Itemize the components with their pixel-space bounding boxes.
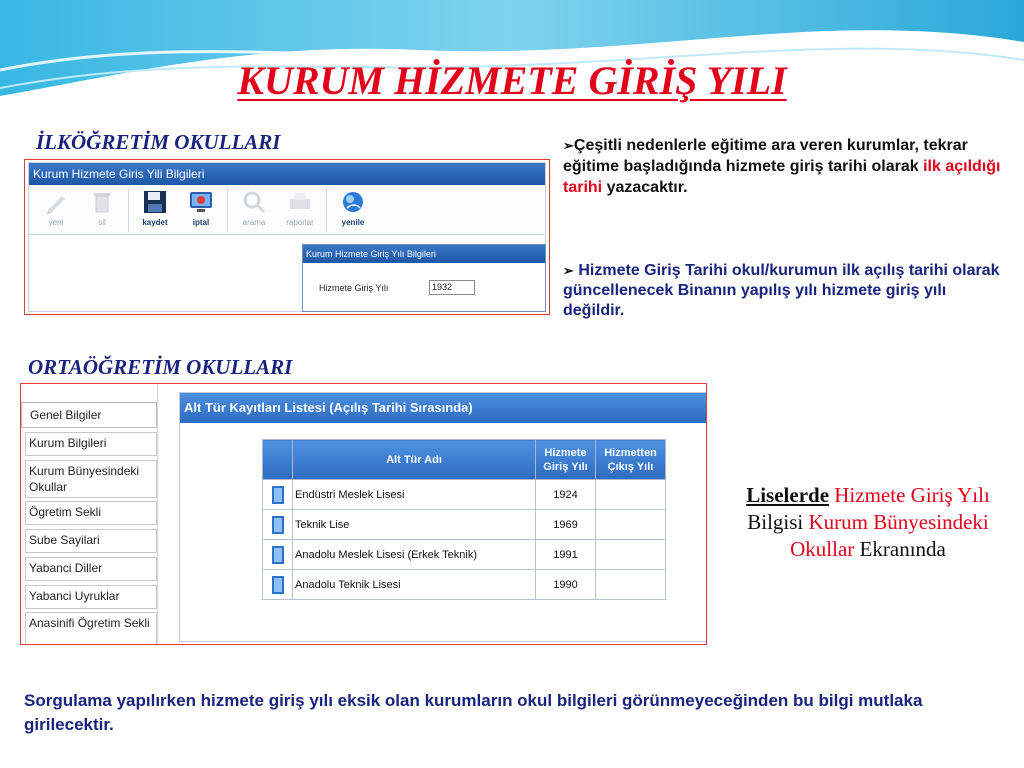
row-icon-cell xyxy=(263,570,293,600)
table-row[interactable] xyxy=(263,570,666,600)
sidebar xyxy=(21,384,159,645)
toolbar-separator xyxy=(128,188,129,232)
new-button-label: yeni xyxy=(48,218,64,227)
row-icon-cell xyxy=(263,480,293,510)
delete-button[interactable] xyxy=(79,188,125,227)
sidebar-item-kurum-bilgileri[interactable]: Kurum Bilgileri xyxy=(25,432,157,456)
cancel-button-label: iptal xyxy=(192,218,210,227)
refresh-button-label: yenile xyxy=(341,218,365,227)
sidebar-divider xyxy=(157,384,158,645)
document-icon xyxy=(271,515,285,535)
reports-button[interactable] xyxy=(277,188,323,227)
sidebar-item-sube-sayilari[interactable]: Sube Sayilari xyxy=(25,529,157,553)
cell-alt-tur-adi: Teknik Lise xyxy=(293,510,536,540)
cell-hizmetten-cikis-yili xyxy=(596,570,666,600)
sidebar-item-anasinifi-ogretim-sekli[interactable]: Anasinifi Ögretim Sekli xyxy=(25,612,157,645)
cell-hizmetten-cikis-yili xyxy=(596,510,666,540)
bullet1-highlight: ilk açıldığı tarihi xyxy=(563,158,1001,196)
hizmete-giris-yili-input[interactable]: 1932 xyxy=(429,280,475,295)
cell-alt-tur-adi: Anadolu Teknik Lisesi xyxy=(293,570,536,600)
search-icon xyxy=(240,188,268,216)
bullet-point-1 xyxy=(563,135,1003,198)
cell-alt-tur-adi: Endüstri Meslek Lisesi xyxy=(293,480,536,510)
table-row[interactable] xyxy=(263,540,666,570)
slide-title: KURUM HİZMETE GİRİŞ YILI xyxy=(237,58,787,103)
screenshot-kurum-hizmete-giris xyxy=(24,159,550,315)
cancel-button[interactable] xyxy=(178,188,224,227)
cell-hizmetten-cikis-yili xyxy=(596,540,666,570)
document-icon xyxy=(271,485,285,505)
new-button[interactable] xyxy=(33,188,79,227)
globe-icon xyxy=(339,188,367,216)
search-button[interactable] xyxy=(231,188,277,227)
bullet2-text: Hizmete Giriş Tarihi okul/kurumun ilk açılış tarihi olarak güncellenecek Binanın yapılış yılı hizmete giriş yılı değildir. xyxy=(563,262,1000,319)
toolbar-separator xyxy=(326,188,327,232)
bullet1-text-end: yazacaktır. xyxy=(602,179,688,196)
reports-button-label: raporlar xyxy=(286,218,314,227)
cell-hizmete-giris-yili: 1969 xyxy=(536,510,596,540)
bullet1-text: Çeşitli nedenlerle eğitime ara veren kurumlar, tekrar eğitime başladığında hizmete giriş tarihi olarak xyxy=(563,137,968,175)
field-row xyxy=(319,280,475,295)
sidebar-item-kurum-bunyesindeki-okullar[interactable]: Kurum Bünyesindeki Okullar xyxy=(25,460,157,498)
cell-hizmete-giris-yili: 1991 xyxy=(536,540,596,570)
cell-alt-tur-adi: Anadolu Meslek Lisesi (Erkek Teknik) xyxy=(293,540,536,570)
column-header-icon xyxy=(263,440,293,480)
caption-ekraninda: Ekranında xyxy=(854,537,946,561)
document-icon xyxy=(271,545,285,565)
sidebar-item-yabanci-uyruklar[interactable]: Yabanci Uyruklar xyxy=(25,585,157,609)
caption-hizmete-giris-yili: Hizmete Giriş Yılı xyxy=(829,483,990,507)
caption-bilgisi: Bilgisi xyxy=(747,510,809,534)
column-header-hizmetten-cikis-yili[interactable]: Hizmetten Çıkış Yılı xyxy=(596,440,666,480)
toolbar xyxy=(29,185,545,235)
row-icon-cell xyxy=(263,540,293,570)
delete-button-label: sil xyxy=(98,218,106,227)
screen-caption xyxy=(718,482,1018,563)
floppy-disk-icon xyxy=(141,188,169,216)
cell-hizmetten-cikis-yili xyxy=(596,480,666,510)
search-button-label: arama xyxy=(242,218,266,227)
document-icon xyxy=(271,575,285,595)
table-row[interactable] xyxy=(263,510,666,540)
sub-window-title: Kurum Hizmete Giriş Yılı Bilgileri xyxy=(303,245,545,263)
field-label: Hizmete Giriş Yılı xyxy=(319,282,389,293)
section-heading-ortaogretim: ORTAÖĞRETİM OKULLARI xyxy=(28,355,293,379)
save-button-label: kaydet xyxy=(142,218,168,227)
save-button[interactable] xyxy=(132,188,178,227)
trash-icon xyxy=(88,188,116,216)
bottom-note: Sorgulama yapılırken hizmete giriş yılı eksik olan kurumların okul bilgileri görünmeyeceğinden bu bilgi mutlaka girilecektir. xyxy=(24,691,923,734)
cell-hizmete-giris-yili: 1924 xyxy=(536,480,596,510)
window-title-bar: Kurum Hizmete Giris Yili Bilgileri xyxy=(29,163,545,185)
cell-hizmete-giris-yili: 1990 xyxy=(536,570,596,600)
bullet-point-2 xyxy=(563,261,1003,321)
refresh-button[interactable] xyxy=(330,188,376,227)
list-panel-title: Alt Tür Kayıtları Listesi (Açılış Tarihi Sırasında) xyxy=(180,393,706,423)
caption-kurum-bunyesindeki: Kurum Bünyesindeki Okullar xyxy=(790,510,989,561)
sidebar-item-yabanci-diller[interactable]: Yabanci Diller xyxy=(25,557,157,581)
row-icon-cell xyxy=(263,510,293,540)
sidebar-item-genel-bilgiler[interactable]: Genel Bilgiler xyxy=(21,402,157,428)
pencil-icon xyxy=(42,188,70,216)
table-header-row xyxy=(263,440,666,480)
section-heading-ilkogretim: İLKÖĞRETİM OKULLARI xyxy=(36,130,281,154)
alt-tur-table xyxy=(262,439,666,600)
monitor-icon xyxy=(187,188,215,216)
column-header-alt-tur-adi[interactable]: Alt Tür Adı xyxy=(293,440,536,480)
toolbar-separator xyxy=(227,188,228,232)
bullet-arrow-icon: ➢ xyxy=(563,138,574,153)
column-header-hizmete-giris-yili[interactable]: Hizmete Giriş Yılı xyxy=(536,440,596,480)
printer-icon xyxy=(286,188,314,216)
bullet-arrow-icon: ➢ xyxy=(563,263,574,278)
caption-liselerde: Liselerde xyxy=(746,483,830,507)
sidebar-item-ogretim-sekli[interactable]: Ögretim Sekli xyxy=(25,501,157,525)
screenshot-alt-tur-kayitlari xyxy=(20,383,707,645)
sub-window-hizmete-giris xyxy=(302,244,546,312)
alt-tur-list-panel xyxy=(179,392,707,642)
table-row[interactable] xyxy=(263,480,666,510)
